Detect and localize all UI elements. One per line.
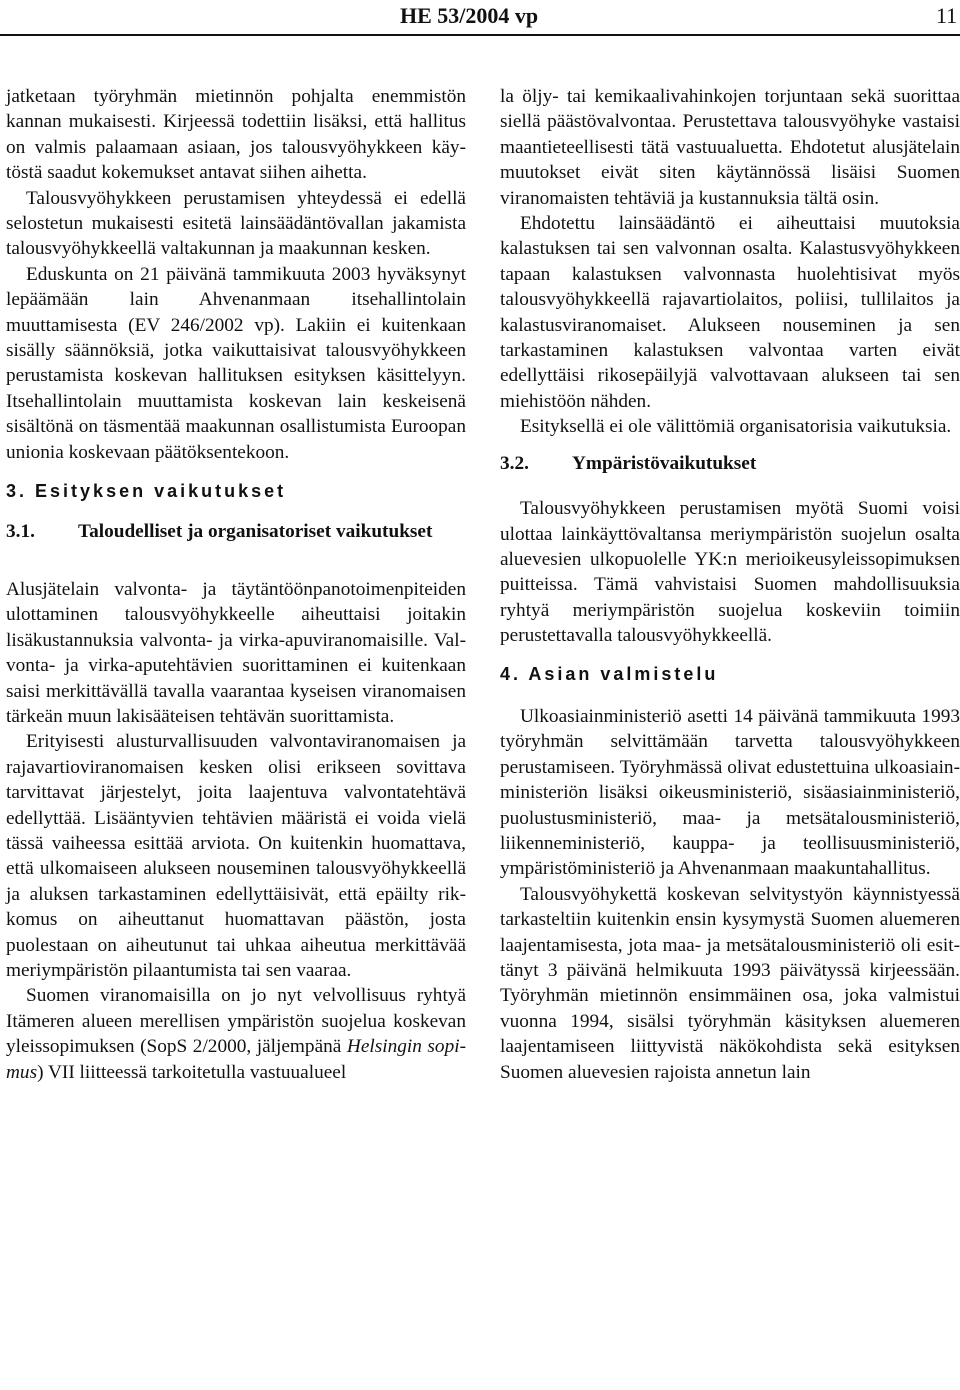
header-rule — [0, 34, 960, 36]
subsection-title: Taloudelliset ja organisatoriset vaikutukset — [78, 520, 433, 542]
paragraph: Alusjätelain valvonta- ja täytäntöönpanotoimenpiteiden ulottaminen talousvyöhykkeelle aiheuttaisi joitakin lisäkustannuksia valvonta- ja virka-apuviranomaisille. Valvonta- ja virka-aputehtävien suorittaminen ei kuitenkaan saisi merkittävällä tavalla vaarantaa kyseisen viranomaisen tärkeän muun lakisääteisen tehtävän suorittamista. — [6, 578, 466, 727]
paragraph: Talousvyöhykkeen perustamisen myötä Suomi voisi ulottaa lainkäyttövaltansa meriympäristön suojelun osalta aluevesien ulkopuolelle YK:n merioikeusyleissopimuksen puitteissa. Tämä vahvistaisi Suomen mahdollisuuksia ryhtyä meriympäristön suojelua koskeviin toimiin perustettavalla talousvyöhykkeellä. — [500, 498, 960, 647]
paragraph: Esityksellä ei ole välittömiä organisatorisia vaikutuksia. — [520, 416, 952, 438]
paragraph: Ehdotettu lainsäädäntö ei aiheuttaisi muutoksia kalastuksen tai sen valvonnan osalta. Kalastusvyöhykkeen tapaan kalastuksen valvonnasta huolehtisivat myös talousvyöhykkeellä rajavartiolaitos, poliisi, tullilaitos ja kalastusviranomaiset. Alukseen nouseminen ja sen tarkastaminen kalastuksen valvontaa varten eivät edellyttäisi rikosepäilyjä valvottavaan alukseen tai sen miehistöön nähden. — [500, 213, 960, 412]
left-column — [6, 84, 466, 1085]
paragraph: jatketaan työryhmän mietinnön pohjalta enemmistön kannan mukaisesti. Kirjeessä todettiin lisäksi, että hallitus on valmis palaamaan asiaan, jos talousvyöhykkeen käytöstä saadut kokemukset antavat siihen aihetta. — [6, 86, 466, 184]
subsection-number: 3.2. — [500, 452, 529, 474]
subsection-title: Ympäristövaikutukset — [572, 452, 757, 474]
section-number: 3. — [6, 481, 28, 502]
paragraph: Talousvyöhykkeen perustamisen yhteydessä ei edellä selostetun mukaisesti esitetä lainsäädäntövallan jakamista talousvyöhykkeellä valtakunnan ja maakunnan kesken. — [6, 187, 466, 260]
subsection-heading-3-2 — [500, 451, 960, 476]
page-number: 11 — [936, 3, 958, 28]
paragraph: Ulkoasiainministeriö asetti 14 päivänä tammikuuta 1993 työryhmän selvittämään tarvetta talousvyöhykkeen perustamiseen. Työryhmässä olivat edustettuina ulkoasiainministeriön lisäksi oikeusministeriö, sisäasiainministeriö, puolustusministeriö, maa- ja metsätalousministeriö, liikenneministeriö, kauppa- ja teollisuusministeriö, ympäristöministeriö ja Ahvenanmaan maakuntahallitus. — [500, 705, 960, 880]
subsection-number: 3.1. — [6, 520, 35, 542]
right-column — [500, 84, 960, 1085]
paragraph: la öljy- tai kemikaalivahinkojen torjuntaan sekä suorittaa siellä päästövalvontaa. Perustettava talousvyöhyke vastaisi maantieteellisesti tätä vastuualuetta. Ehdotetut alusjätelain muutokset eivät siten käytännössä lisäisi Suomen viranomaisten tehtäviä ja kustannuksia tältä osin. — [500, 86, 960, 209]
text-run: ) VII liitteessä tarkoitetulla vastuualueel — [37, 1061, 347, 1083]
subsection-heading-3-1 — [6, 519, 466, 544]
paragraph: Eduskunta on 21 päivänä tammikuuta 2003 hyväksynyt lepäämään lain Ahvenanmaan itsehallintolain muuttamisesta (EV 246/2002 vp). Lakiin ei kuitenkaan sisälly säännöksiä, jotka vaikuttaisivat talousvyöhykkeen perustamista koskevan hallituksen esityksen käsittelyyn. Itsehallintolain muuttamista koskevan lain keskeisenä sisältönä on täsmentää maakunnan osallistumista Euroopan unionia koskevaan päätöksentekoon. — [6, 263, 466, 463]
page-header — [0, 0, 960, 36]
paragraph: Talousvyöhykettä koskevan selvitystyön käynnistyessä tarkasteltiin kuitenkin ensin kysymystä Suomen aluemeren laajentamisesta, jota maa- ja metsätalousministeriö oli esittänyt 3 päivänä helmikuuta 1993 päivätyssä kirjeessään. Työryhmän mietinnön ensimmäinen osa, joka valmistui vuonna 1994, sisälsi työryhmän käsityksen aluemeren laajentamiseen liittyvistä näkökohdista sekä esityksen Suomen aluevesien rajoista annetun lain — [500, 883, 960, 1083]
section-heading-3 — [6, 479, 466, 504]
paragraph — [6, 983, 466, 1085]
section-number: 4. — [500, 663, 522, 684]
document-id: HE 53/2004 vp — [400, 3, 539, 28]
italic-term: Helsingin sopimus — [6, 1036, 466, 1083]
section-title: Asian valmistelu — [528, 663, 719, 684]
section-heading-4 — [500, 662, 960, 687]
paragraph: Erityisesti alusturvallisuuden valvontaviranomaisen ja rajavartioviranomaisen kesken olisi erikseen sovittava tarvittavat järjestelyt, joita laajentuva valvontatehtävä edellyttää. Lisääntyvien tehtävien määristä ei voida vielä tässä vaiheessa esittää arviota. On kuitenkin huomattava, että ulkomaiseen alukseen nouseminen talousvyöhykkeellä ja aluksen tarkastaminen edellyttäisivät, että epäilty rikkomus on aiheuttanut huomattavan päästön, josta puolestaan on aiheutunut tai uhkaa aiheutua merkittävää meriympäristön pilaantumista tai sen vaaraa. — [6, 731, 466, 981]
text-run: Suomen viranomaisilla on jo nyt velvollisuus ryhtyä Itämeren alueen merellisen ympäristön suojelua koskevan yleissopimuksen (SopS 2/2000, jäljempänä — [6, 985, 466, 1058]
section-title: Esityksen vaikutukset — [35, 481, 287, 502]
